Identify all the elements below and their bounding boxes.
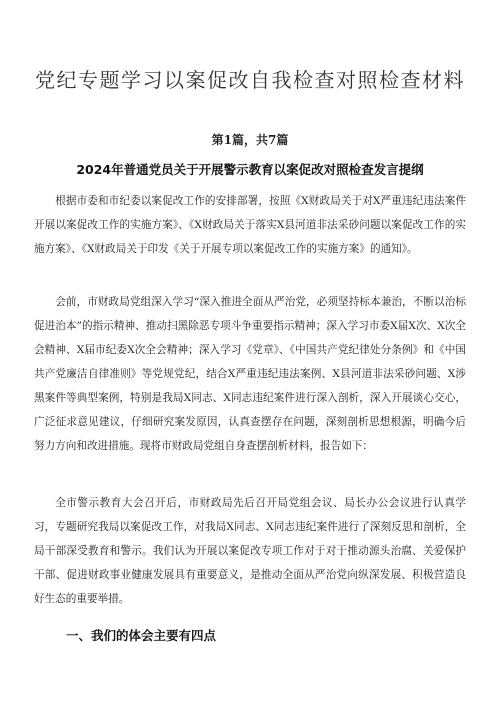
section-title: 2024年普通党员关于开展警示教育以案促改对照检查发言提纲	[76, 162, 424, 177]
document-title: 党纪专题学习以案促改自我检查对照检查材料	[35, 68, 465, 92]
part-indicator: 第1篇，共7篇	[211, 133, 289, 147]
heading-section-one: 一、我们的体会主要有四点	[66, 628, 217, 643]
paragraph-arrangement: 根据市委和市纪委以案促改工作的安排部署，按照《X财政局关于对X严重违纪违法案件开展以案促改工作的实施方案》、《X财政局关于落实X县河道非法采砂问题以案促改工作的实施方案》、《X财政局关于印发《关于开展专项以案促改工作的实施方案》的通知》。	[34, 195, 466, 255]
paragraph-reflection: 全市警示教育大会召开后，市财政局先后召开局党组会议、局长办公会议进行认真学习，专题研究我局以案促改工作，对我局X同志、X同志违纪案件进行了深刻反思和剖析，全局干部深受教育和警示。我们认为开展以案促改专项工作对于对于推动源头治腐、关爱保护干部、促进财政事业健康发展具有重要意义，是推动全面从严治党向纵深发展、积极营造良好生态的重要举措。	[34, 497, 466, 605]
paragraph-study: 会前，市财政局党组深入学习“深入推进全面从严治党，必须坚持标本兼治，不断以治标促进治本”的指示精神、推动扫黑除恶专项斗争重要指示精神；深入学习市委X届X次、X次全会精神、X届市纪委X次全会精神；深入学习《党章》、《中国共产党纪律处分条例》和《中国共产党廉洁自律准则》等党规党纪，结合X严重违纪违法案例、X县河道非法采砂问题、X涉黑案件等典型案例，特别是我局X同志、X同志违纪案件进行深入剖析，深入开展谈心交心，广泛征求意见建议，仔细研究案发原因，认真查摆存在问题，深刻剖析思想根源，明确今后努力方向和改进措施。现将市财政局党组自身查摆剖析材料，报告如下：	[34, 296, 466, 452]
